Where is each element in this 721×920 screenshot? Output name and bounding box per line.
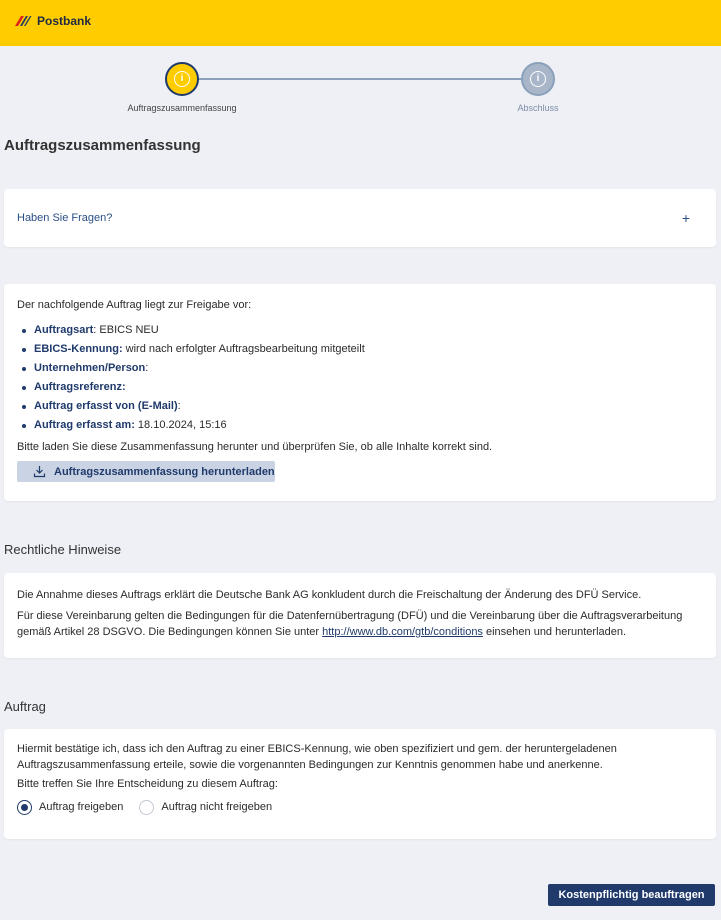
item-value: EBICS NEU [96, 324, 159, 336]
legal-heading: Rechtliche Hinweise [4, 542, 122, 557]
radio-label[interactable]: Auftrag nicht freigeben [161, 801, 273, 813]
item-separator: : [93, 324, 97, 336]
item-label: Auftragsart [34, 324, 94, 336]
order-summary-card [4, 284, 716, 501]
list-item [17, 419, 703, 432]
page-title: Auftragszusammenfassung [4, 137, 201, 154]
item-label: Auftrag erfasst von (E-Mail) [34, 400, 178, 412]
radio-approve[interactable] [17, 799, 123, 815]
item-label: Unternehmen/Person [34, 362, 146, 374]
step-abschluss [478, 62, 598, 113]
item-value: wird nach erfolgter Auftragsbearbeitung mitgeteilt [122, 343, 365, 355]
step-circle-active [165, 62, 199, 96]
legal-text: einsehen und herunterladen. [482, 626, 627, 638]
header-bar [0, 0, 721, 46]
auftrag-card [4, 729, 716, 839]
summary-note: Bitte laden Sie diese Zusammenfassung herunter und überprüfen Sie, ob alle Inhalte korrekt sind. [17, 441, 493, 453]
legal-paragraph-1: Die Annahme dieses Auftrags erklärt die Deutsche Bank AG konkludent durch die Freischaltung der Änderung des DFÜ Service. [17, 589, 642, 601]
download-label: Auftragszusammenfassung herunterladen [54, 465, 275, 478]
legal-paragraph-2 [17, 608, 703, 640]
list-item [17, 400, 703, 413]
auftrag-heading: Auftrag [4, 699, 46, 714]
download-summary-button[interactable] [17, 461, 275, 482]
radio-button-checked[interactable] [17, 800, 32, 815]
conditions-link[interactable]: http://www.db.com/gtb/conditions [322, 626, 483, 638]
summary-intro: Der nachfolgende Auftrag liegt zur Freigabe vor: [17, 299, 252, 311]
item-separator: : [177, 400, 181, 412]
list-item [17, 362, 703, 375]
decision-prompt: Bitte treffen Sie Ihre Entscheidung zu diesem Auftrag: [17, 778, 278, 790]
list-item [17, 343, 703, 356]
postbank-logo-icon [14, 15, 32, 27]
info-icon: i [530, 71, 546, 87]
confirmation-text: Hiermit bestätige ich, dass ich den Auftrag zu einer EBICS-Kennung, wie oben spezifiziert und gem. der heruntergeladenen Auftragszusammenfassung erteile, sowie die vorgenannten Bedingungen zur Kenntnis genommen habe und anerkenne. [17, 743, 617, 771]
item-label: EBICS-Kennung: [34, 343, 123, 355]
submit-order-button[interactable]: Kostenpflichtig beauftragen [548, 884, 715, 906]
decision-radio-group [17, 799, 703, 815]
radio-reject[interactable] [139, 799, 272, 815]
expand-plus-icon[interactable]: + [681, 210, 690, 226]
stepper-connector [198, 78, 523, 80]
step-auftragszusammenfassung [122, 62, 242, 113]
step-label: Abschluss [517, 103, 559, 113]
item-label: Auftragsreferenz: [34, 381, 126, 393]
summary-list [17, 324, 703, 432]
info-icon: i [174, 71, 190, 87]
step-circle-inactive [521, 62, 555, 96]
faq-question[interactable]: Haben Sie Fragen? [17, 212, 113, 224]
legal-text: Für diese Vereinbarung gelten die Bedingungen für die Datenfernübertragung (DFÜ) und die Vereinbarung über die Auftragsverarbeitung gemäß Artikel 28 DSGVO. Die Bedingungen können Sie unter [17, 610, 683, 638]
brand-name: Postbank [37, 14, 92, 28]
download-icon [33, 465, 46, 478]
progress-stepper [0, 62, 721, 122]
item-label: Auftrag erfasst am: [34, 419, 135, 431]
list-item [17, 381, 703, 394]
radio-label[interactable]: Auftrag freigeben [39, 801, 124, 813]
faq-accordion[interactable] [4, 189, 716, 247]
postbank-logo[interactable] [14, 14, 91, 28]
item-separator: : [145, 362, 149, 374]
item-value: 18.10.2024, 15:16 [134, 419, 227, 431]
legal-notes-card [4, 573, 716, 658]
list-item [17, 324, 703, 337]
radio-button-unchecked[interactable] [139, 800, 154, 815]
step-label: Auftragszusammenfassung [127, 103, 237, 113]
